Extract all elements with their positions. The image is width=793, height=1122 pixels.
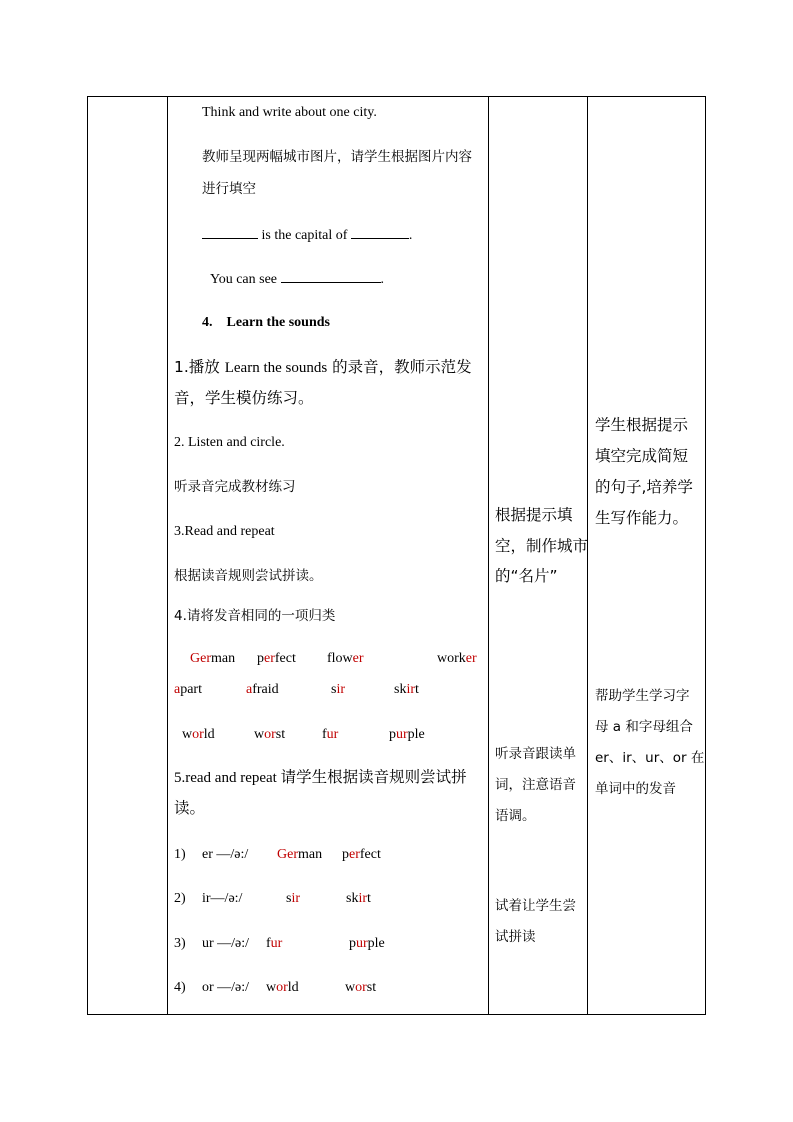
step-2-note: 听录音完成教材练习	[174, 479, 296, 495]
word-fur: fur	[266, 936, 283, 951]
word-skirt: skirt	[346, 891, 371, 906]
word-perfect: perfect	[342, 847, 381, 862]
activity-text: 词，注意语音	[495, 777, 576, 793]
rule-phonics: ur —/ə:/	[202, 936, 250, 951]
think-write-heading: Think and write about one city.	[202, 105, 377, 120]
step-5-line: 读。	[174, 799, 206, 817]
fill-blank-see: You can see .	[210, 272, 385, 287]
activity-text: 根据提示填	[495, 506, 573, 524]
activity-text: 语调。	[495, 808, 536, 824]
intent-text: 学生根据提示	[595, 416, 689, 434]
word-world: world	[266, 980, 299, 995]
section-heading: 4. Learn the sounds	[202, 315, 330, 330]
activity-text: 的“名片”	[495, 567, 558, 585]
intent-text: 填空完成简短	[595, 447, 689, 465]
rule-number: 3)	[174, 936, 186, 951]
activity-text: 听录音跟读单	[495, 746, 576, 762]
word-world: world	[182, 727, 215, 742]
intent-text: 母 a 和字母组合	[595, 719, 693, 735]
word-sir: sir	[331, 682, 346, 697]
word-purple: purple	[349, 936, 385, 951]
word-german: German	[190, 651, 236, 666]
blank	[202, 226, 258, 239]
rule-phonics: or —/ə:/	[202, 980, 250, 995]
activity-text: 试拼读	[495, 929, 536, 945]
blank	[351, 226, 409, 239]
instruction-line: 进行填空	[202, 181, 256, 197]
intent-text: 的句子,培养学	[595, 478, 693, 496]
step-4: 4.请将发音相同的一项归类	[174, 608, 336, 624]
blank	[281, 270, 381, 283]
fill-blank-capital: is the capital of .	[202, 226, 412, 244]
step-3-note: 根据读音规则尝试拼读。	[174, 568, 323, 584]
step-3: 3.Read and repeat	[174, 524, 275, 539]
step-5-line: 5.read and repeat 请学生根据读音规则尝试拼	[174, 768, 467, 786]
rule-number: 1)	[174, 847, 186, 862]
activity-text: 试着让学生尝	[495, 898, 576, 914]
word-fur: fur	[322, 727, 339, 742]
word-perfect: perfect	[257, 651, 296, 666]
rule-phonics: er —/ə:/	[202, 847, 249, 862]
word-worst: worst	[254, 727, 286, 742]
intent-text: 单词中的发音	[595, 781, 676, 797]
word-worst: worst	[345, 980, 377, 995]
word-apart: apart	[174, 682, 202, 697]
intent-text: 生写作能力。	[595, 509, 689, 527]
word-afraid: afraid	[246, 682, 279, 697]
rule-number: 4)	[174, 980, 186, 995]
column-divider	[488, 97, 489, 1014]
column-divider	[167, 97, 168, 1014]
word-flower: flower	[327, 651, 364, 666]
activity-text: 空，制作城市	[495, 537, 589, 555]
word-worker: worker	[437, 651, 477, 666]
step-1-line: 1.播放 Learn the sounds 的录音，教师示范发	[174, 358, 472, 376]
step-1-line: 音，学生模仿练习。	[174, 389, 314, 407]
rule-phonics: ir—/ə:/	[202, 891, 243, 906]
rule-number: 2)	[174, 891, 186, 906]
step-2: 2. Listen and circle.	[174, 435, 285, 450]
intent-text: er、ir、ur、or 在	[595, 750, 705, 766]
intent-text: 帮助学生学习字	[595, 688, 690, 704]
word-sir: sir	[286, 891, 301, 906]
word-german: German	[277, 847, 323, 862]
word-skirt: skirt	[394, 682, 419, 697]
instruction-line: 教师呈现两幅城市图片，请学生根据图片内容	[202, 149, 472, 165]
word-purple: purple	[389, 727, 425, 742]
